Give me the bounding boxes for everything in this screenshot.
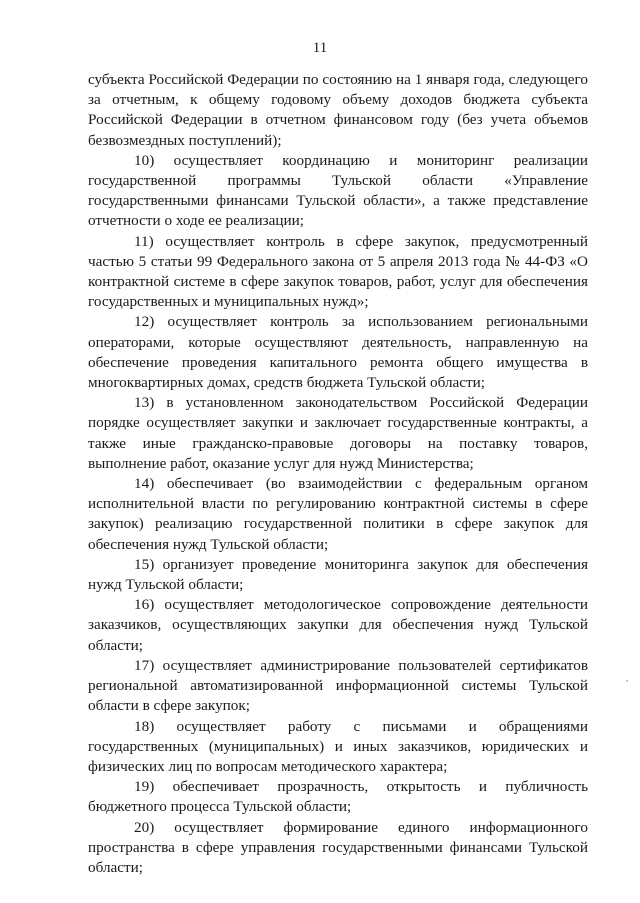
- paragraph-item-18: 18) осуществляет работу с письмами и обращениями государственных (муниципальных) и иных заказчиков, юридических и физических лиц по вопросам методического характера;: [88, 717, 588, 775]
- page-number: 11: [312, 40, 328, 56]
- paragraph-item-13: 13) в установленном законодательством Российской Федерации порядке осуществляет закупки и заключает государственные контракты, а также иные гражданско-правовые договоры на поставку товаров, выполнение работ, оказание услуг для нужд Министерства;: [88, 394, 588, 472]
- document-body: [88, 70, 588, 878]
- paragraph-item-20: 20) осуществляет формирование единого информационного пространства в сфере управления государственными финансами Тульской области;: [88, 818, 588, 876]
- paragraph-item-10: 10) осуществляет координацию и мониторинг реализации государственной программы Тульской области «Управление государственными финансами Тульской области», а также представление отчетности о ходе ее реализации;: [88, 151, 588, 230]
- paragraph-item-11: 11) осуществляет контроль в сфере закупок, предусмотренный частью 5 статьи 99 Федерального закона от 5 апреля 2013 года № 44-ФЗ «О контрактной системе в сфере закупок товаров, работ, услуг для обеспечения государственных и муниципальных нужд»;: [88, 232, 588, 311]
- paragraph-item-17: 17) осуществляет администрирование пользователей сертификатов региональной автоматизированной информационной системы Тульской области в сфере закупок;: [88, 656, 588, 715]
- scan-speck: [626, 680, 628, 682]
- paragraph-continuation: субъекта Российской Федерации по состоянию на 1 января года, следующего за отчетным, к общему годовому объему доходов бюджета субъекта Российской Федерации в отчетном финансовом году (без учета объемов безвозмездных поступлений);: [88, 71, 588, 149]
- paragraph-item-15: 15) организует проведение мониторинга закупок для обеспечения нужд Тульской области;: [88, 555, 588, 594]
- paragraph-item-16: 16) осуществляет методологическое сопровождение деятельности заказчиков, осуществляющих закупки для обеспечения нужд Тульской области;: [88, 596, 588, 654]
- paragraph-item-19: 19) обеспечивает прозрачность, открытость и публичность бюджетного процесса Тульской области;: [88, 778, 588, 816]
- paragraph-item-12: 12) осуществляет контроль за использованием региональными операторами, которые осуществляют деятельность, направленную на обеспечение проведения капитального ремонта общего имущества в многоквартирных домах, средств бюджета Тульской области;: [88, 313, 588, 392]
- paragraph-item-14: 14) обеспечивает (во взаимодействии с федеральным органом исполнительной власти по регулированию контрактной системы в сфере закупок) реализацию государственной политики в сфере закупок для обеспечения нужд Тульской области;: [88, 475, 588, 553]
